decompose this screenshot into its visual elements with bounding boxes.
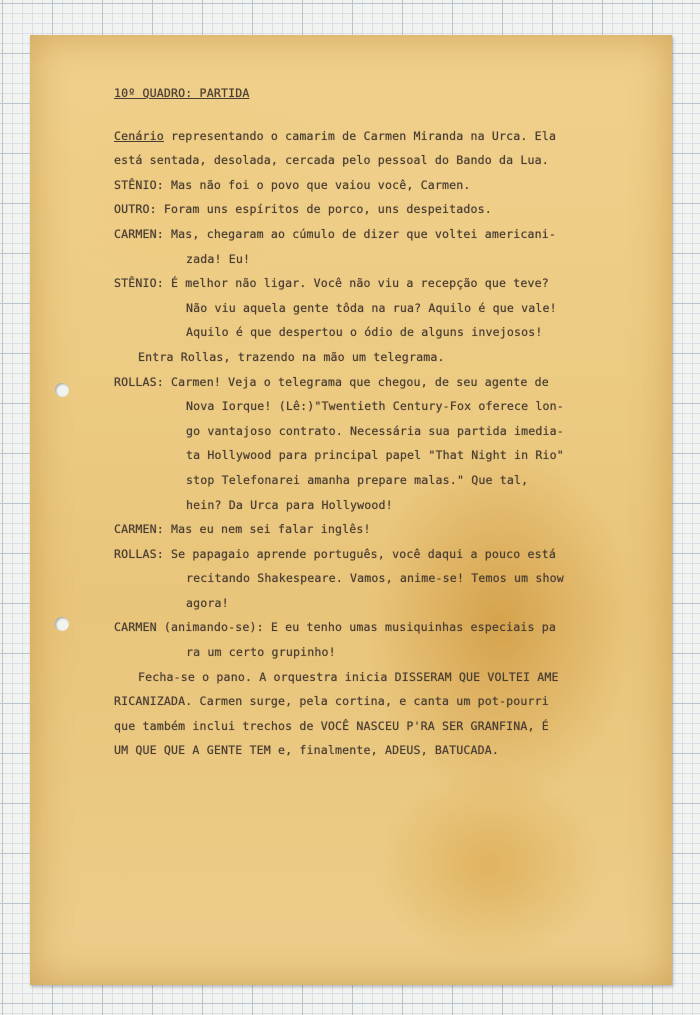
- script-lines: [114, 124, 634, 763]
- script-line: [114, 394, 634, 419]
- script-line: [114, 665, 634, 690]
- script-line: [114, 222, 634, 247]
- line-text: ROLLAS: Se papagaio aprende português, você daqui a pouco está: [114, 546, 557, 561]
- script-line: [114, 615, 634, 640]
- script-line: [114, 517, 634, 542]
- script-line: [114, 640, 634, 665]
- script-line: [114, 370, 634, 395]
- script-line: [114, 247, 634, 272]
- line-text: OUTRO: Foram uns espíritos de porco, uns despeitados.: [114, 202, 492, 217]
- line-text: STÊNIO: Mas não foi o povo que vaiou você, Carmen.: [114, 177, 471, 192]
- script-line: [114, 738, 634, 763]
- script-line: [114, 124, 634, 149]
- punch-hole-top: [55, 383, 69, 397]
- line-text: Entra Rollas, trazendo na mão um telegrama.: [138, 349, 445, 364]
- script-line: [114, 542, 634, 567]
- line-text: zada! Eu!: [186, 251, 251, 266]
- line-text: STÊNIO: É melhor não ligar. Você não viu a recepção que teve?: [114, 276, 549, 291]
- line-text: Não viu aquela gente tôda na rua? Aquilo é que vale!: [186, 300, 557, 315]
- script-line: [114, 566, 634, 591]
- line-text: ta Hollywood para principal papel "That Night in Rio": [186, 448, 564, 463]
- line-text: agora!: [186, 595, 229, 610]
- script-line: [114, 714, 634, 739]
- script-line: [114, 493, 634, 518]
- line-text: Nova Iorque! (Lê:)"Twentieth Century-Fox oferece lon-: [186, 399, 564, 414]
- script-line: [114, 173, 634, 198]
- line-text: CARMEN: Mas eu nem sei falar inglês!: [114, 522, 371, 537]
- script-line: [114, 591, 634, 616]
- script-line: [114, 468, 634, 493]
- line-text: está sentada, desolada, cercada pelo pessoal do Bando da Lua.: [114, 153, 549, 168]
- script-line: [114, 271, 634, 296]
- script-line: [114, 197, 634, 222]
- line-text: CARMEN (animando-se): E eu tenho umas musiquinhas especiais pa: [114, 620, 557, 635]
- typescript-body: [114, 81, 634, 763]
- line-text: go vantajoso contrato. Necessária sua partida imedia-: [186, 423, 564, 438]
- line-text: UM QUE QUE A GENTE TEM e, finalmente, ADEUS, BATUCADA.: [114, 743, 500, 758]
- line-text: Cenário: [114, 128, 164, 143]
- line-text: stop Telefonarei amanha prepare malas." Que tal,: [186, 472, 529, 487]
- scene-title: 10º QUADRO: PARTIDA: [114, 86, 250, 100]
- typewritten-page: [30, 35, 672, 985]
- line-text-continuation: representando o camarim de Carmen Miranda na Urca. Ela: [163, 128, 557, 143]
- script-line: [114, 148, 634, 173]
- script-line: [114, 419, 634, 444]
- line-text: hein? Da Urca para Hollywood!: [186, 497, 393, 512]
- script-line: [114, 320, 634, 345]
- line-text: Fecha-se o pano. A orquestra inicia DISSERAM QUE VOLTEI AME: [138, 669, 559, 684]
- line-text: que também inclui trechos de VOCÊ NASCEU P'RA SER GRANFINA, É: [114, 718, 549, 733]
- line-text: recitando Shakespeare. Vamos, anime-se! Temos um show: [186, 571, 564, 586]
- script-line: [114, 345, 634, 370]
- punch-hole-bottom: [55, 617, 69, 631]
- script-line: [114, 689, 634, 714]
- line-text: ROLLAS: Carmen! Veja o telegrama que chegou, de seu agente de: [114, 374, 549, 389]
- line-text: RICANIZADA. Carmen surge, pela cortina, e canta um pot-pourri: [114, 694, 549, 709]
- line-text: CARMEN: Mas, chegaram ao cúmulo de dizer que voltei americani-: [114, 226, 557, 241]
- line-text: Aquilo é que despertou o ódio de alguns invejosos!: [186, 325, 543, 340]
- line-text: ra um certo grupinho!: [186, 645, 336, 660]
- script-line: [114, 443, 634, 468]
- script-line: [114, 296, 634, 321]
